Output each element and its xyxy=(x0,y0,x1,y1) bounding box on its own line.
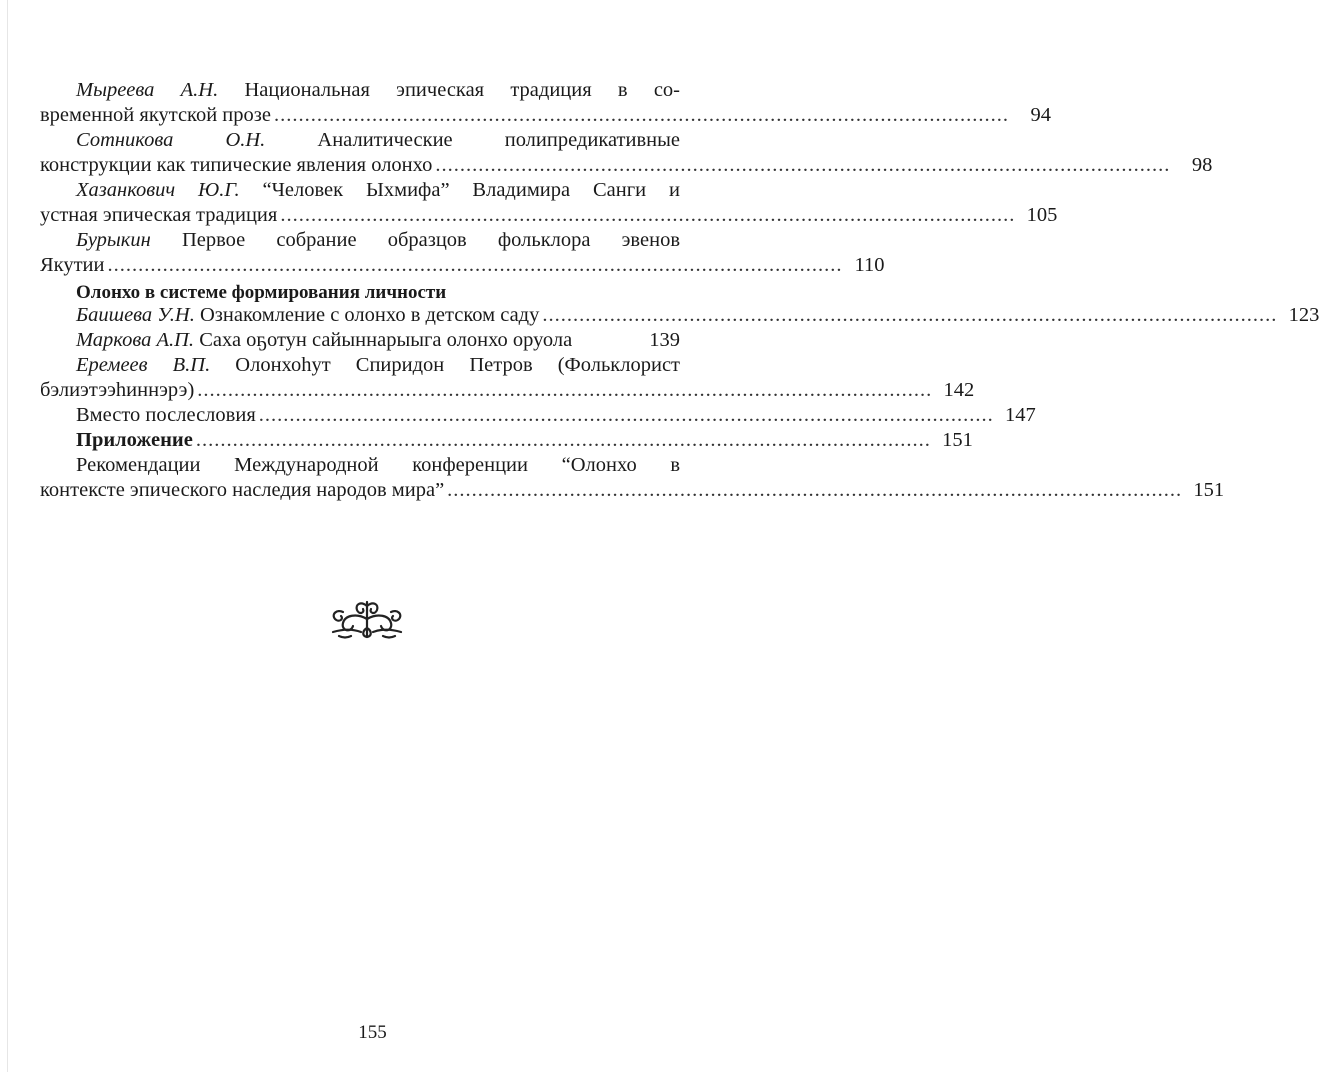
toc-entry-line xyxy=(76,228,680,253)
toc-page-number: 98 xyxy=(1191,154,1213,176)
toc-entry-line xyxy=(76,403,1036,428)
toc-leader: ........................................................................................................................ xyxy=(542,304,1278,326)
toc-entry-line xyxy=(40,203,1058,228)
toc-page-number: 142 xyxy=(943,379,975,401)
toc-page-number: 105 xyxy=(1026,204,1058,226)
toc-leader: ........................................................................................................................ xyxy=(435,154,1171,176)
toc-page-number: 123 xyxy=(1288,304,1319,326)
toc-author: Маркова А.П. xyxy=(76,329,195,351)
toc-page-number: 139 xyxy=(649,329,680,351)
toc-author: Сотникова О.Н. xyxy=(76,129,266,151)
toc-entry-line xyxy=(40,378,975,403)
toc-leader: ........................................................................................................................ xyxy=(447,479,1183,501)
toc-title: “Человек Ыхмифа” Владимира Санги и xyxy=(262,179,680,201)
toc-leader: ........................................................................................................................ xyxy=(280,204,1016,226)
toc-title: Ознакомление с олонхо в детском саду xyxy=(199,304,540,326)
toc-page-number: 110 xyxy=(854,254,885,276)
toc-title: Рекомендации Международной конференции “Олонхо в xyxy=(76,454,680,476)
toc-leader: ........................................................................................................................ xyxy=(273,104,1009,126)
toc-title: Первое собрание образцов фольклора эвенов xyxy=(181,229,680,251)
toc-title: Национальная эпическая традиция в со- xyxy=(244,79,681,101)
page-edge-line xyxy=(7,0,8,1072)
page-number: 155 xyxy=(358,1022,387,1043)
toc-page-number: 151 xyxy=(1193,479,1225,501)
toc-title: устная эпическая традиция xyxy=(40,204,278,226)
toc-leader: ........................................................................................................................ xyxy=(195,429,931,451)
toc-entry-line xyxy=(76,353,680,378)
toc-title: бэлиэтээһиннэрэ) xyxy=(40,379,195,401)
decorative-ornament-icon xyxy=(327,598,407,640)
toc-author: Бурыкин xyxy=(76,229,151,251)
toc-leader: ........................................................................................................................ xyxy=(107,254,843,276)
section-heading: Олонхо в системе формирования личности xyxy=(76,282,447,303)
toc-title: Саха оҕотун сайыннарыыга олонхо оруола xyxy=(199,329,573,351)
toc-leader: ........................................................................................................................ xyxy=(258,404,994,426)
toc-title: Вместо послесловия xyxy=(76,404,256,426)
toc-entry-line xyxy=(76,303,1319,328)
toc-page-number: 147 xyxy=(1005,404,1036,426)
toc-entry-line xyxy=(40,253,885,278)
toc-entry-line xyxy=(76,453,680,478)
toc-entry-line xyxy=(76,428,973,453)
toc-entry-line xyxy=(76,328,680,353)
toc-entry-line xyxy=(40,478,1225,503)
toc-entry-line xyxy=(40,153,1213,178)
toc-title: конструкции как типические явления олонхо xyxy=(40,154,433,176)
toc-title: временной якутской прозе xyxy=(40,104,271,126)
toc-entry-line xyxy=(76,128,680,153)
toc-entry-line xyxy=(76,178,680,203)
toc-entry-line xyxy=(76,78,680,103)
toc-page-number: 94 xyxy=(1030,104,1051,126)
toc-author: Баишева У.Н. xyxy=(76,304,195,326)
toc-title: Якутии xyxy=(40,254,105,276)
toc-page-number: 151 xyxy=(942,429,973,451)
toc-author: Хазанкович Ю.Г. xyxy=(76,179,240,201)
toc-entry-line xyxy=(40,103,1051,128)
toc-title: Приложение xyxy=(76,429,193,451)
toc-leader: ........................................................................................................................ xyxy=(197,379,933,401)
toc-title: Аналитические полипредикативные xyxy=(317,129,680,151)
toc-author: Мыреева А.Н. xyxy=(76,79,219,101)
toc-title: Олонхоһут Спиридон Петров (Фольклорист xyxy=(235,354,681,376)
toc-author: Еремеев В.П. xyxy=(76,354,211,376)
toc-title: контексте эпического наследия народов мира” xyxy=(40,479,445,501)
